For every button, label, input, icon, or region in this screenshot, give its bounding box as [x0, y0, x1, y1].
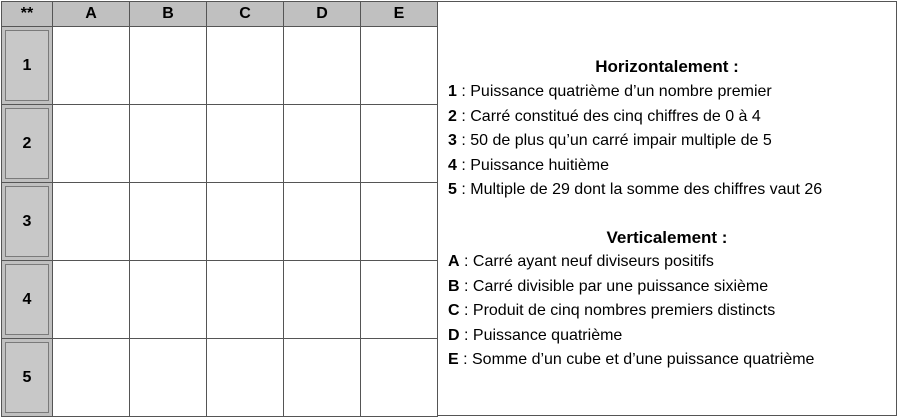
clue-text: : Produit de cinq nombres premiers distincts [459, 302, 776, 319]
grid-cell-1e[interactable] [361, 27, 438, 105]
grid-cell-5b[interactable] [130, 339, 207, 417]
grid-cell-4d[interactable] [284, 261, 361, 339]
grid-cell-4e[interactable] [361, 261, 438, 339]
clue-key: 1 [448, 83, 457, 100]
row-header-5: 5 [2, 339, 53, 417]
grid-row [2, 339, 438, 417]
grid-cell-1a[interactable] [53, 27, 130, 105]
row-header-2: 2 [2, 105, 53, 183]
clue-text: : Puissance quatrième [459, 326, 623, 344]
grid-cell-1d[interactable] [284, 27, 361, 105]
grid-cell-5a[interactable] [53, 339, 130, 417]
grid-cell-5e[interactable] [361, 339, 438, 417]
grid-cell-4b[interactable] [130, 261, 207, 339]
vertical-title: Verticalement : [606, 228, 728, 247]
grid-cell-3e[interactable] [361, 183, 438, 261]
grid-cell-5c[interactable] [207, 339, 284, 417]
clue-key: 3 [448, 132, 457, 149]
clue-key: E [448, 351, 459, 368]
grid-cell-2e[interactable] [361, 105, 438, 183]
clue-key: 5 [448, 181, 457, 198]
clue-text: : Puissance huitième [456, 156, 609, 174]
grid-cell-2d[interactable] [284, 105, 361, 183]
clue-text: : Carré constitué des cinq chiffres de 0 à 4 [456, 107, 761, 125]
horizontal-clue [448, 129, 892, 154]
grid-row [2, 183, 438, 261]
clue-key: B [448, 277, 460, 295]
row-header-1: 1 [2, 27, 53, 105]
clue-key: D [448, 326, 460, 344]
clues-panel [437, 1, 897, 416]
horizontal-clue [448, 178, 892, 203]
grid-cell-3d[interactable] [284, 183, 361, 261]
crossnumber-grid [1, 1, 438, 417]
grid-row [2, 261, 438, 339]
vertical-clue [448, 275, 892, 300]
clue-text: : Carré ayant neuf diviseurs positifs [459, 253, 714, 270]
horizontal-clue [448, 105, 892, 130]
grid-row [2, 27, 438, 105]
vertical-clue [448, 299, 892, 324]
vertical-clue [448, 250, 892, 275]
vertical-clue-list [448, 250, 892, 373]
column-header-c: C [207, 2, 284, 27]
clue-text: : Puissance quatrième d’un nombre premier [456, 83, 772, 100]
grid-cell-2c[interactable] [207, 105, 284, 183]
grid-cell-3b[interactable] [130, 183, 207, 261]
grid-cell-2a[interactable] [53, 105, 130, 183]
column-header-d: D [284, 2, 361, 27]
clue-text: : Carré divisible par une puissance sixième [459, 277, 769, 295]
horizontal-clue [448, 80, 892, 105]
grid-cell-3a[interactable] [53, 183, 130, 261]
column-header-a: A [53, 2, 130, 27]
grid-cell-1c[interactable] [207, 27, 284, 105]
corner-header: ** [2, 2, 53, 27]
vertical-clue [448, 348, 892, 373]
grid-cell-3c[interactable] [207, 183, 284, 261]
clue-key: 4 [448, 156, 457, 174]
row-header-3: 3 [2, 183, 53, 261]
clue-key: 2 [448, 107, 457, 125]
clue-key: A [448, 253, 460, 270]
column-header-b: B [130, 2, 207, 27]
clue-text: : Somme d’un cube et d’une puissance quatrième [458, 351, 815, 368]
grid-cell-2b[interactable] [130, 105, 207, 183]
horizontal-title: Horizontalement : [595, 57, 739, 76]
horizontal-clue [448, 154, 892, 179]
grid-cell-1b[interactable] [130, 27, 207, 105]
clue-key: C [448, 302, 460, 319]
row-header-4: 4 [2, 261, 53, 339]
grid-row [2, 105, 438, 183]
vertical-clue [448, 324, 892, 349]
grid-cell-4c[interactable] [207, 261, 284, 339]
grid-cell-5d[interactable] [284, 339, 361, 417]
column-header-e: E [361, 2, 438, 27]
grid-cell-4a[interactable] [53, 261, 130, 339]
column-header-row [2, 2, 438, 27]
clue-text: : 50 de plus qu’un carré impair multiple de 5 [456, 132, 772, 149]
horizontal-clue-list [448, 80, 892, 203]
clue-text: : Multiple de 29 dont la somme des chiffres vaut 26 [456, 181, 823, 198]
